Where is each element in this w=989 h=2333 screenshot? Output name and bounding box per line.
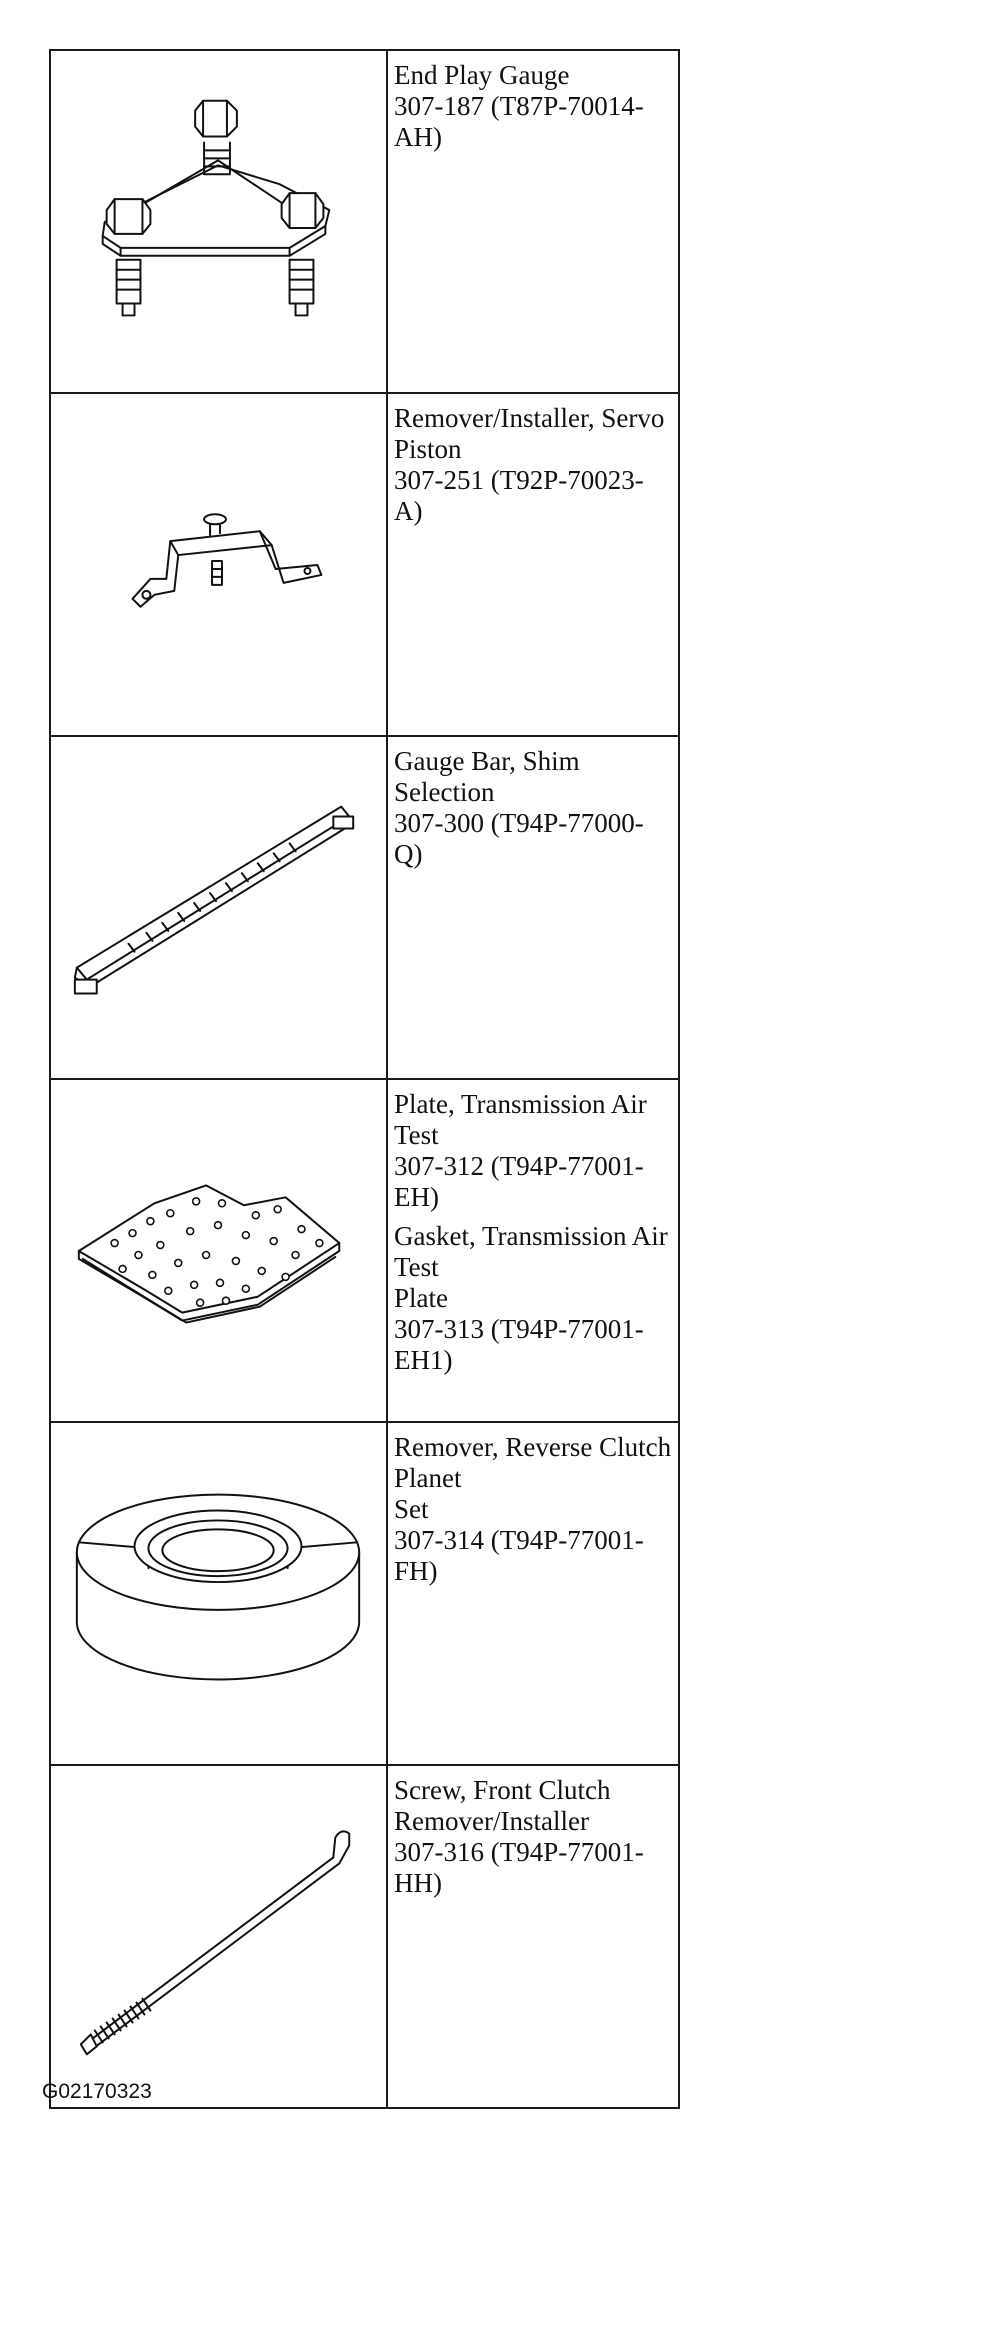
- tool-part-number: 307-314 (T94P-77001-FH): [394, 1525, 644, 1586]
- servo-piston-remover-installer-icon: [51, 394, 386, 735]
- table-row: [50, 1765, 679, 2108]
- tool-part-number: 307-187 (T87P-70014-AH): [394, 91, 644, 152]
- figure-code: G02170323: [42, 2080, 152, 2103]
- tool-name: Plate, Transmission Air Test: [394, 1089, 647, 1150]
- tool-name: Gasket, Transmission Air Test: [394, 1221, 668, 1282]
- tool-description-cell: [387, 1422, 679, 1765]
- planet-set-remover-icon: [51, 1423, 386, 1764]
- tool-description: [394, 403, 672, 527]
- tool-description: [394, 1221, 672, 1376]
- tool-name: Remover, Reverse Clutch Planet: [394, 1432, 672, 1493]
- tool-description-cell: [387, 50, 679, 393]
- tool-description-cell: [387, 1765, 679, 2108]
- end-play-gauge-icon: [51, 51, 386, 392]
- tool-part-number: 307-251 (T92P-70023-A): [394, 465, 644, 526]
- tool-description: [394, 1775, 672, 1899]
- table-row: [50, 736, 679, 1079]
- tool-description: [394, 746, 672, 870]
- tool-image-cell: [50, 50, 387, 393]
- tool-part-number: 307-313 (T94P-77001-EH1): [394, 1314, 644, 1375]
- tool-image-cell: [50, 736, 387, 1079]
- table-row: [50, 1422, 679, 1765]
- table-row: [50, 50, 679, 393]
- tool-name: End Play Gauge: [394, 60, 570, 90]
- tool-name-continued: Set: [394, 1494, 429, 1524]
- tool-image-cell: [50, 1422, 387, 1765]
- tool-description-cell: [387, 736, 679, 1079]
- tool-description-cell: [387, 1079, 679, 1422]
- tool-description: [394, 1432, 672, 1587]
- tool-image-cell: [50, 1079, 387, 1422]
- tool-part-number: 307-312 (T94P-77001-EH): [394, 1151, 644, 1212]
- tool-name: Gauge Bar, Shim Selection: [394, 746, 580, 807]
- tool-name-continued: Remover/Installer: [394, 1806, 589, 1836]
- tool-part-number: 307-300 (T94P-77000-Q): [394, 808, 644, 869]
- air-test-plate-icon: [51, 1080, 386, 1421]
- special-tools-table: [49, 49, 680, 2109]
- tool-name: Screw, Front Clutch: [394, 1775, 611, 1805]
- tool-image-cell: [50, 393, 387, 736]
- tool-name: Remover/Installer, Servo Piston: [394, 403, 665, 464]
- tool-description: [394, 1089, 672, 1213]
- table-row: [50, 393, 679, 736]
- tool-part-number: 307-316 (T94P-77001-HH): [394, 1837, 644, 1898]
- clutch-screw-icon: [51, 1766, 386, 2107]
- table-row: [50, 1079, 679, 1422]
- tool-image-cell: [50, 1765, 387, 2108]
- tool-description: [394, 60, 672, 153]
- tool-description-cell: [387, 393, 679, 736]
- gauge-bar-icon: [51, 737, 386, 1078]
- tool-name-continued: Plate: [394, 1283, 448, 1313]
